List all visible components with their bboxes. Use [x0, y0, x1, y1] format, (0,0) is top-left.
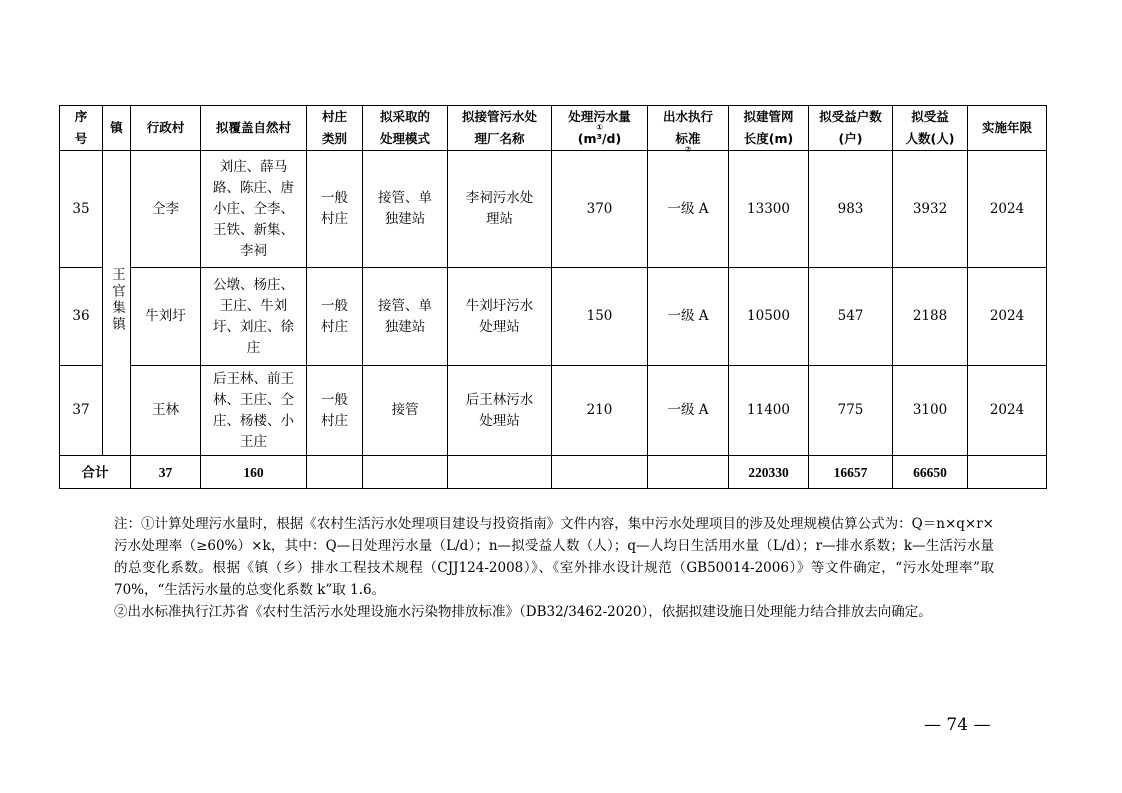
cell-seq: 36 — [60, 268, 103, 366]
header-year: 实施年限 — [968, 106, 1047, 151]
cell-population: 3100 — [893, 366, 968, 456]
table-row — [60, 151, 1047, 268]
header-admin-village: 行政村 — [131, 106, 201, 151]
table-header-row — [60, 106, 1047, 151]
cell-households: 547 — [809, 268, 893, 366]
cell-year: 2024 — [968, 151, 1047, 268]
total-empty — [648, 456, 729, 489]
footnote-2: ②出水标准执行江苏省《农村生活污水处理设施水污染物排放标准》（DB32/3462-2020），依据拟建设施日处理能力结合排放去向确定。 — [114, 604, 932, 620]
header-mode: 拟采取的 处理模式 — [363, 106, 448, 151]
sewage-project-table — [59, 105, 1047, 489]
cell-households: 983 — [809, 151, 893, 268]
table-row — [60, 366, 1047, 456]
footnote-1: 注：①计算处理污水量时，根据《农村生活污水处理项目建设与投资指南》文件内容，集中污水处理项目的涉及处理规模估算公式为：Q＝n×q×r×污水处理率（≥60%）×k，其中：Q—日处理污水量（L/d）；n—拟受益人数（人）；q—人均日生活用水量（L/d）；r—排水系数；k—生活污水量的总变化系数。根据《镇（乡）排水工程技术规程（CJJ124-2008）》、《室外排水设计规范（GB50014-2006）》等文件确定，“污水处理率”取 70%，“生活污水量的总变化系数 k”取 1.6。 — [114, 516, 994, 598]
cell-plant: 牛刘圩污水 处理站 — [448, 268, 552, 366]
cell-capacity: 370 — [552, 151, 648, 268]
cell-pipe-length: 13300 — [729, 151, 809, 268]
total-label: 合计 — [60, 456, 131, 489]
page-number: — 74 — — [924, 715, 991, 735]
cell-mode: 接管、单 独建站 — [363, 151, 448, 268]
total-admin-villages: 37 — [131, 456, 201, 489]
cell-standard: 一级 A — [648, 366, 729, 456]
cell-plant: 后王林污水 处理站 — [448, 366, 552, 456]
table-total-row — [60, 456, 1047, 489]
cell-households: 775 — [809, 366, 893, 456]
cell-year: 2024 — [968, 366, 1047, 456]
cell-standard: 一级 A — [648, 268, 729, 366]
total-population: 66650 — [893, 456, 968, 489]
cell-pipe-length: 10500 — [729, 268, 809, 366]
cell-pipe-length: 11400 — [729, 366, 809, 456]
total-pipe-length: 220330 — [729, 456, 809, 489]
header-town: 镇 — [103, 106, 131, 151]
cell-seq: 37 — [60, 366, 103, 456]
cell-mode: 接管 — [363, 366, 448, 456]
header-plant: 拟接管污水处 理厂名称 — [448, 106, 552, 151]
cell-population: 3932 — [893, 151, 968, 268]
cell-population: 2188 — [893, 268, 968, 366]
cell-standard: 一级 A — [648, 151, 729, 268]
header-capacity: 处理污水量 ① (m³/d) — [552, 106, 648, 151]
cell-natural-villages: 刘庄、薛马 路、陈庄、唐 小庄、仝李、 王铁、新集、 李祠 — [201, 151, 307, 268]
header-seq: 序 号 — [60, 106, 103, 151]
header-pipe-length: 拟建管网 长度(m) — [729, 106, 809, 151]
cell-village-type: 一般 村庄 — [307, 268, 363, 366]
cell-admin-village: 仝李 — [131, 151, 201, 268]
total-natural-villages: 160 — [201, 456, 307, 489]
footnotes — [114, 513, 994, 623]
header-standard: 出水执行 标准 ② — [648, 106, 729, 151]
total-empty — [552, 456, 648, 489]
cell-seq: 35 — [60, 151, 103, 268]
cell-year: 2024 — [968, 268, 1047, 366]
header-natural-villages: 拟覆盖自然村 — [201, 106, 307, 151]
cell-town: 王官集镇 — [103, 151, 131, 456]
total-empty — [968, 456, 1047, 489]
cell-village-type: 一般 村庄 — [307, 151, 363, 268]
cell-admin-village: 王林 — [131, 366, 201, 456]
table-row — [60, 268, 1047, 366]
header-households: 拟受益户数 (户) — [809, 106, 893, 151]
total-empty — [307, 456, 363, 489]
cell-plant: 李祠污水处 理站 — [448, 151, 552, 268]
cell-natural-villages: 公墩、杨庄、 王庄、牛刘 圩、刘庄、徐 庄 — [201, 268, 307, 366]
cell-mode: 接管、单 独建站 — [363, 268, 448, 366]
header-population: 拟受益 人数(人) — [893, 106, 968, 151]
header-village-type: 村庄 类别 — [307, 106, 363, 151]
cell-capacity: 210 — [552, 366, 648, 456]
cell-admin-village: 牛刘圩 — [131, 268, 201, 366]
cell-village-type: 一般 村庄 — [307, 366, 363, 456]
cell-natural-villages: 后王林、前王 林、王庄、仝 庄、杨楼、小 王庄 — [201, 366, 307, 456]
cell-capacity: 150 — [552, 268, 648, 366]
total-empty — [448, 456, 552, 489]
total-empty — [363, 456, 448, 489]
total-households: 16657 — [809, 456, 893, 489]
